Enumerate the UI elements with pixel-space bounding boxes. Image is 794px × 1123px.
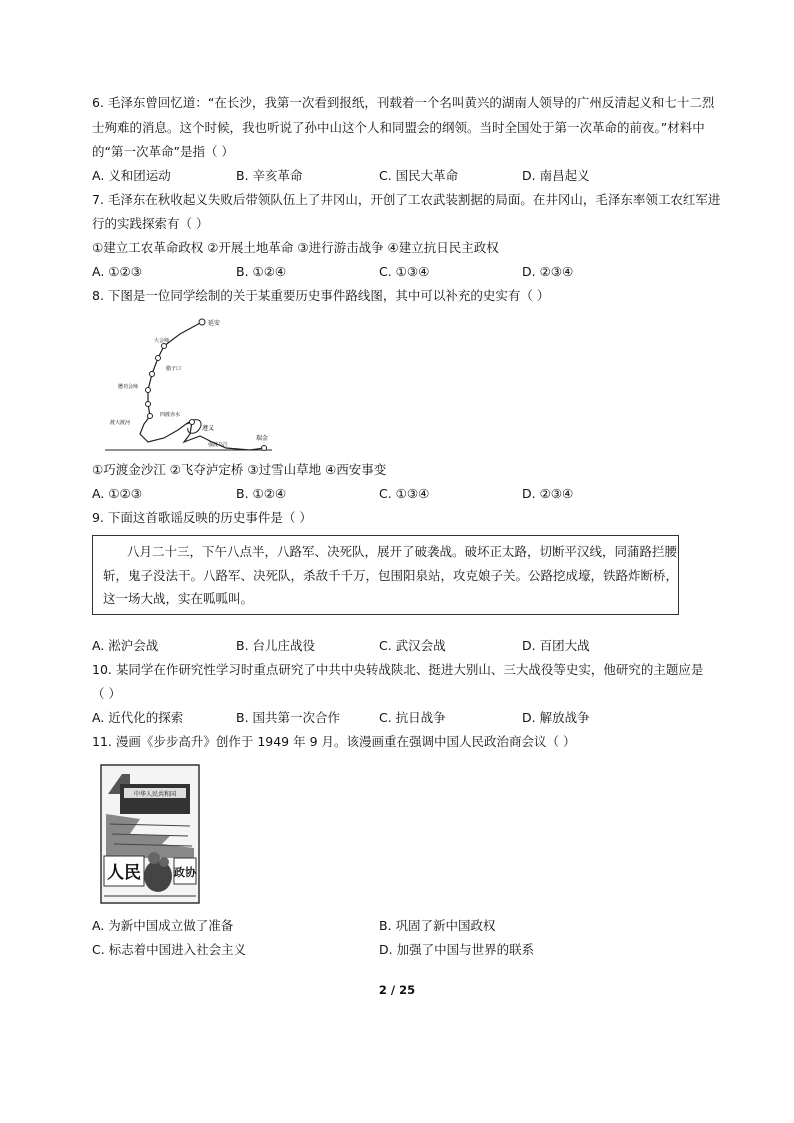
q7-stem-line2: 行的实践探索有（ ） [92,216,209,231]
map-label-ruijin: 瑞金 [256,435,269,442]
q8-option-b[interactable]: B. ①②④ [236,486,287,501]
map-label-daqi: 大会师 [154,338,170,344]
route-point [156,356,161,361]
q11-option-b[interactable]: B. 巩固了新中国政权 [379,918,496,933]
q6-stem-line1: 6. 毛泽东曾回忆道：“在长沙，我第一次看到报纸，刊载着一个名叫黄兴的湖南人领导的广州反清起义和七十二烈 [92,95,715,110]
q7-option-d[interactable]: D. ②③④ [522,264,574,279]
q6-option-a[interactable]: A. 义和团运动 [92,168,171,183]
q7-items: ①建立工农革命政权 ②开展土地革命 ③进行游击战争 ④建立抗日民主政权 [92,240,499,255]
q10-stem-line2: （ ） [92,686,121,701]
poem-line-3: 这一场大战，实在呱呱叫。 [103,591,254,606]
cartoon-banner-text: 中华人民共和国 [133,791,177,798]
q9-option-a[interactable]: A. 淞沪会战 [92,638,159,653]
long-march-route-map [100,312,285,454]
q7-stem-line1: 7. 毛泽东在秋收起义失败后带领队伍上了井冈山，开创了工农武装割据的局面。在井冈山，毛泽东率领工农红军进 [92,192,721,207]
q9-option-c[interactable]: C. 武汉会战 [379,638,446,653]
q10-option-b[interactable]: B. 国共第一次合作 [236,710,341,725]
q6-option-c[interactable]: C. 国民大革命 [379,168,459,183]
route-point-yanan [199,319,205,325]
page-number: 2 / 25 [378,983,416,997]
q7-option-a[interactable]: A. ①②③ [92,264,142,279]
q8-option-d[interactable]: D. ②③④ [522,486,574,501]
cartoon-right-text: 政协 [174,866,196,879]
q8-stem: 8. 下图是一位同学绘制的关于某重要历史事件路线图，其中可以补充的史实有（ ） [92,288,550,303]
map-label-maogong: 懋功会师 [118,384,139,390]
cartoon-step-by-step [100,764,200,904]
route-point-ruijin [262,446,267,451]
map-label-wujiang: 强渡乌江 [208,442,229,448]
cartoon-left-text: 人民 [107,863,141,883]
poem-line-1: 八月二十三，下午八点半，八路军、决死队，展开了破袭战。破坏正太路，切断平汉线，同蒲路拦腰 [127,544,678,559]
route-point-zunyi [190,420,195,425]
q8-items: ①巧渡金沙江 ②飞夺泸定桥 ③过雪山草地 ④西安事变 [92,462,387,477]
q11-option-a[interactable]: A. 为新中国成立做了准备 [92,918,234,933]
q6-option-d[interactable]: D. 南昌起义 [522,168,590,183]
q9-option-b[interactable]: B. 台儿庄战役 [236,638,316,653]
q10-option-c[interactable]: C. 抗日战争 [379,710,446,725]
q7-option-b[interactable]: B. ①②④ [236,264,287,279]
route-point [150,372,155,377]
q6-stem-line3: 的“第一次革命”是指（ ） [92,144,234,159]
map-label-chishui: 四渡赤水 [160,412,181,418]
q10-stem-line1: 10. 某同学在作研究性学习时重点研究了中共中央转战陕北、挺进大别山、三大战役等史实，他研究的主题应是 [92,662,704,677]
q10-option-a[interactable]: A. 近代化的探索 [92,710,184,725]
q8-option-a[interactable]: A. ①②③ [92,486,142,501]
route-point [146,388,151,393]
q6-option-b[interactable]: B. 辛亥革命 [236,168,303,183]
q8-option-c[interactable]: C. ①③④ [379,486,430,501]
q6-stem-line2: 士殉难的消息。这个时候，我也听说了孙中山这个人和同盟会的纲领。当时全国处于第一次革命的前夜。”材料中 [92,120,705,135]
q10-option-d[interactable]: D. 解放战争 [522,710,590,725]
map-label-labazi: 腊子口 [166,366,182,372]
map-label-yanan: 延安 [208,320,221,327]
q9-option-d[interactable]: D. 百团大战 [522,638,590,653]
route-point [148,414,153,419]
route-point [162,344,167,349]
poem-box [92,535,679,615]
q11-option-c[interactable]: C. 标志着中国进入社会主义 [92,942,247,957]
q11-option-d[interactable]: D. 加强了中国与世界的联系 [379,942,535,957]
q11-stem: 11. 漫画《步步高升》创作于 1949 年 9 月。该漫画重在强调中国人民政治商会议（ ） [92,734,576,749]
q7-option-c[interactable]: C. ①③④ [379,264,430,279]
poem-line-2: 斩，鬼子没法干。八路军、决死队，杀敌千千万，包围阳泉站，攻克娘子关。公路挖成壕，铁路炸断桥， [103,568,679,583]
map-label-dadu: 渡大渡河 [110,420,131,426]
q9-stem: 9. 下面这首歌谣反映的历史事件是（ ） [92,510,312,525]
map-label-zunyi: 遵义 [202,425,215,432]
route-point [146,402,151,407]
